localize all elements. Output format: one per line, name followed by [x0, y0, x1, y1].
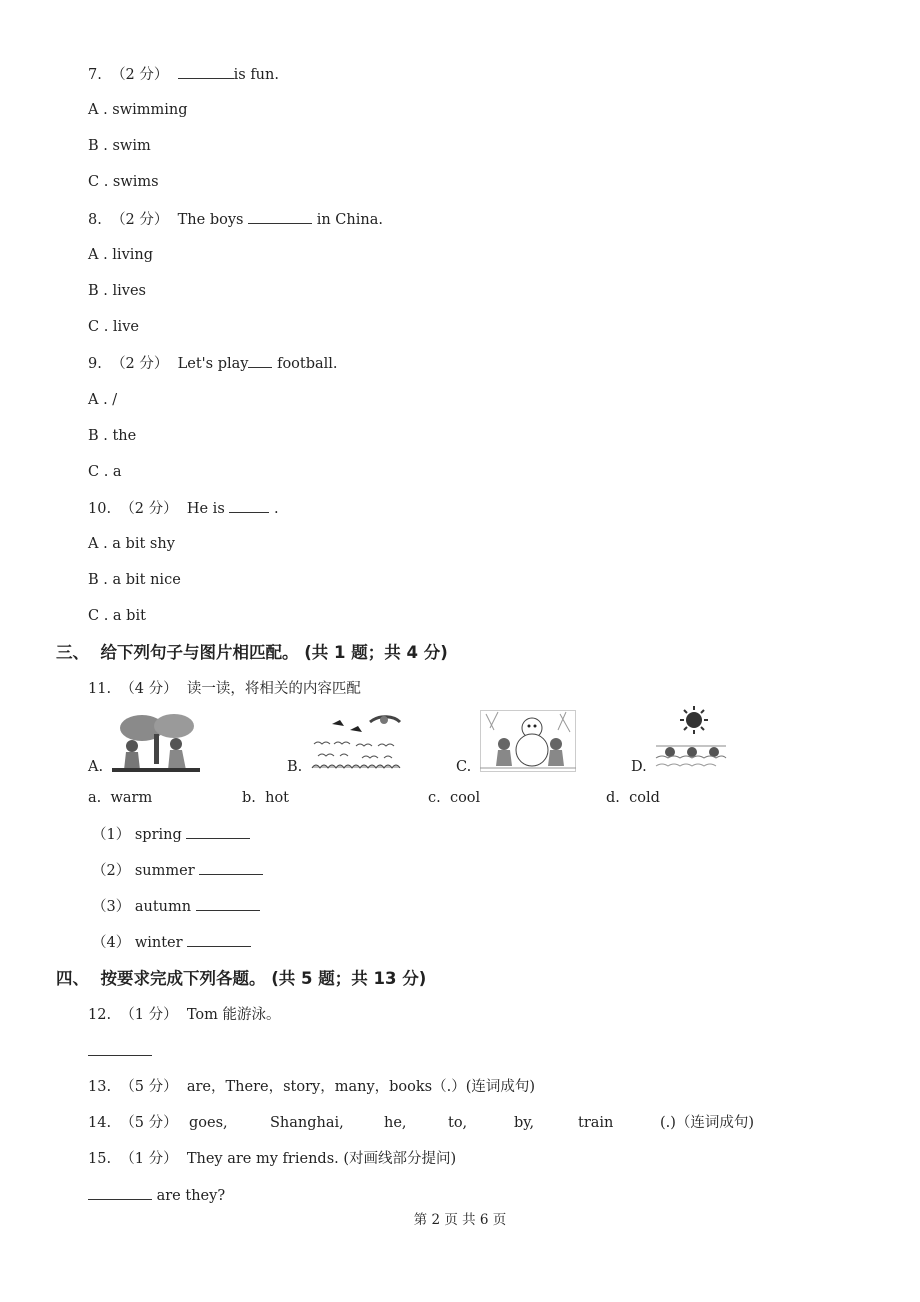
question-number: 13.	[88, 1079, 112, 1095]
question-number: 14.	[88, 1115, 112, 1131]
match-word-c: c. cool	[428, 790, 481, 806]
question-14	[88, 1113, 178, 1133]
question-score: （5 分）	[120, 1115, 178, 1131]
question-stem: football.	[277, 356, 338, 372]
question-score: （4 分）	[120, 681, 178, 697]
answer-suffix: are they?	[156, 1188, 226, 1204]
question-score: （1 分）	[120, 1007, 178, 1023]
match-word-d: d. cold	[606, 790, 660, 806]
item-number: （4）	[92, 935, 131, 951]
word-4: to,	[448, 1115, 468, 1131]
winter-picture	[480, 710, 576, 772]
question-7	[88, 64, 279, 85]
section-heading-4: 四、 按要求完成下列各题。 (共 5 题；共 13 分)	[56, 969, 427, 988]
option-b[interactable]: B . lives	[88, 283, 146, 299]
question-number: 8.	[88, 212, 102, 228]
word-3: he,	[384, 1115, 407, 1131]
autumn-picture	[654, 706, 728, 772]
option-a[interactable]: A . a bit shy	[88, 536, 175, 552]
answer-blank[interactable]	[88, 1185, 152, 1200]
question-stem: .	[273, 501, 279, 517]
spring-picture	[112, 712, 200, 772]
answer-blank[interactable]	[186, 824, 250, 839]
section-heading-3: 三、 给下列句子与图片相匹配。 (共 1 题；共 4 分)	[56, 643, 448, 662]
answer-line	[88, 1185, 225, 1206]
option-c[interactable]: C . a	[88, 464, 122, 480]
question-9	[88, 353, 338, 374]
question-score: （2 分）	[111, 67, 169, 83]
answer-blank[interactable]	[199, 860, 263, 875]
question-stem: He is	[186, 501, 225, 517]
option-b[interactable]: B . a bit nice	[88, 572, 181, 588]
question-11	[88, 679, 361, 699]
word-1: goes,	[189, 1115, 228, 1131]
question-12	[88, 1005, 280, 1025]
question-stem: They are my friends. (对画线部分提问)	[186, 1151, 457, 1167]
match-word-a: a. warm	[88, 790, 153, 806]
page-footer: 第 2 页 共 6 页	[413, 1212, 507, 1228]
summer-picture	[310, 712, 402, 772]
answer-blank[interactable]	[88, 1055, 152, 1056]
question-number: 10.	[88, 501, 112, 517]
question-stem: are，There，story，many，books（.）(连词成句)	[186, 1079, 536, 1095]
match-item-3	[92, 896, 260, 917]
question-number: 11.	[88, 681, 112, 697]
question-stem: The boys	[177, 212, 244, 228]
question-8	[88, 209, 383, 230]
item-word: autumn	[134, 899, 192, 915]
item-word: spring	[134, 827, 182, 843]
item-number: （1）	[92, 827, 131, 843]
question-stem: Let's play	[177, 356, 249, 372]
question-score: （5 分）	[120, 1079, 178, 1095]
word-2: Shanghai,	[270, 1115, 344, 1131]
item-number: （3）	[92, 899, 131, 915]
answer-blank[interactable]	[187, 932, 251, 947]
answer-blank[interactable]	[229, 498, 269, 513]
item-word: winter	[134, 935, 183, 951]
item-word: summer	[134, 863, 195, 879]
question-number: 9.	[88, 356, 102, 372]
match-item-2	[92, 860, 263, 881]
question-score: （2 分）	[111, 356, 169, 372]
question-stem: is fun.	[233, 67, 279, 83]
question-13	[88, 1077, 535, 1097]
question-number: 12.	[88, 1007, 112, 1023]
picture-label-a: A.	[88, 759, 104, 775]
item-number: （2）	[92, 863, 131, 879]
option-a[interactable]: A . swimming	[88, 102, 188, 118]
option-a[interactable]: A . /	[88, 392, 118, 408]
word-5: by,	[514, 1115, 535, 1131]
answer-blank[interactable]	[248, 353, 272, 368]
word-6: train	[578, 1115, 614, 1131]
question-number: 7.	[88, 67, 102, 83]
question-stem: Tom 能游泳。	[186, 1007, 281, 1023]
option-c[interactable]: C . swims	[88, 174, 159, 190]
question-stem: 读一读，将相关的内容匹配	[186, 681, 361, 697]
question-stem: in China.	[316, 212, 383, 228]
answer-blank[interactable]	[196, 896, 260, 911]
picture-label-b: B.	[287, 759, 303, 775]
match-item-4	[92, 932, 251, 953]
option-c[interactable]: C . live	[88, 319, 139, 335]
question-15	[88, 1149, 456, 1169]
word-7: (.)（连词成句)	[660, 1115, 755, 1131]
question-score: （2 分）	[111, 212, 169, 228]
option-b[interactable]: B . swim	[88, 138, 151, 154]
option-c[interactable]: C . a bit	[88, 608, 146, 624]
question-score: （2 分）	[120, 501, 178, 517]
picture-label-d: D.	[631, 759, 647, 775]
option-b[interactable]: B . the	[88, 428, 137, 444]
match-word-b: b. hot	[242, 790, 290, 806]
question-10	[88, 498, 279, 519]
question-score: （1 分）	[120, 1151, 178, 1167]
answer-blank[interactable]	[248, 209, 312, 224]
question-number: 15.	[88, 1151, 112, 1167]
match-item-1	[92, 824, 250, 845]
answer-blank[interactable]	[178, 64, 234, 79]
picture-label-c: C.	[456, 759, 472, 775]
option-a[interactable]: A . living	[88, 247, 154, 263]
